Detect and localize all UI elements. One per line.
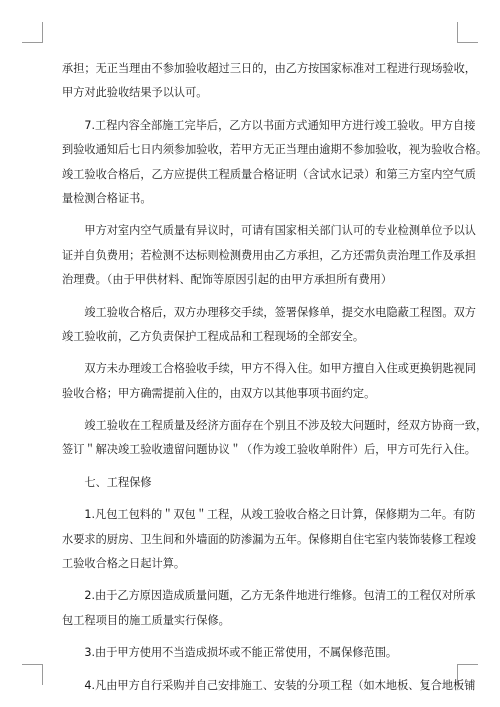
paragraph-gap [62,106,442,114]
paragraph-gap [62,463,442,471]
paragraph-gap [62,576,442,584]
text-line: 3.由于甲方使用不当造成损坏或不能正常使用，不属保修范围。 [62,646,398,660]
text-line: 竣工验收前，乙方负责保护工程成品和工程现场的全部安全。 [62,329,365,343]
text-line: 量检测合格证书。 [62,191,152,205]
text-line: 治理费。（由于甲供材料、配饰等原因引起的由甲方承担所有费用） [62,273,393,287]
text-line: 承担；无正当理由不参加验收超过三日的，由乙方按国家标准对工程进行现场验收， [62,62,476,75]
crop-mark-top-left [22,22,43,43]
paragraph-gap [62,406,442,414]
paragraph-gap [62,349,442,357]
text-line: 甲方对室内空气质量有异议时，可请有国家相关部门认可的专业检测单位予以认 [62,224,476,238]
paragraph-gap [62,293,442,301]
paragraph [62,114,488,212]
text-line: 到验收通知后七日内须参加验收，若甲方无正当理由逾期不参加验收，视为验收合格。 [62,143,488,157]
text-line: 验收合格；甲方确需提前入住的，由双方以其他事项书面约定。 [62,386,376,400]
paragraph-gap [62,211,442,219]
text-line: 包工程项目的施工质量实行保修。 [62,613,230,627]
document-body [62,57,488,698]
paragraph [62,414,488,463]
paragraph-gap [62,666,442,674]
text-line: 竣工验收在工程质量及经济方面存在个别且不涉及较大问题时，经双方协商一致， [62,419,488,433]
crop-mark-bottom-left [22,664,43,685]
text-line: 2.由于乙方原因造成质量问题，乙方无条件地进行维修。包清工的工程仅对所承 [62,589,476,603]
paragraph [62,301,476,350]
text-line: 甲方对此验收结果予以认可。 [62,86,208,100]
text-line: 七、工程保修 [62,475,152,489]
text-line: 工验收合格之日起计算。 [62,557,186,571]
text-line: 水要求的厨房、卫生间和外墙面的防渗漏为五年。保修期自住宅室内装饰装修工程竣 [62,532,476,546]
paragraph [62,641,442,665]
paragraph [62,57,476,106]
text-line: 签订＂解决竣工验收遗留问题协议＂（作为竣工验收单附件）后，甲方可先行入住。 [62,443,476,457]
paragraph [62,357,476,406]
paragraph-gap [62,495,442,503]
text-line: 证并自负费用；若检测不达标则检测费用由乙方承担，乙方还需负责治理工作及承担 [62,248,476,262]
paragraph-gap [62,633,442,641]
text-line: 竣工验收合格后，乙方应提供工程质量合格证明（含试水记录）和第三方室内空气质 [62,167,476,181]
text-line: 竣工验收合格后，双方办理移交手续，签署保修单，提交水电隐蔽工程图。双方 [62,305,476,319]
paragraph [62,674,476,698]
text-line: 4.凡由甲方自行采购并自己安排施工、安装的分项工程（如木地板、复合地板铺 [62,678,476,692]
paragraph [62,503,476,576]
paragraph [62,584,476,633]
crop-mark-top-right [457,22,478,43]
text-line: 双方未办理竣工合格验收手续，甲方不得入住。如甲方擅自入住或更换钥匙视同 [62,362,476,376]
paragraph [62,471,442,495]
text-line: 7.工程内容全部施工完毕后，乙方以书面方式通知甲方进行竣工验收。甲方自接 [62,118,476,132]
text-line: 1.凡包工包料的＂双包＂工程，从竣工验收合格之日计算，保修期为二年。有防 [62,508,476,522]
paragraph [62,219,476,292]
